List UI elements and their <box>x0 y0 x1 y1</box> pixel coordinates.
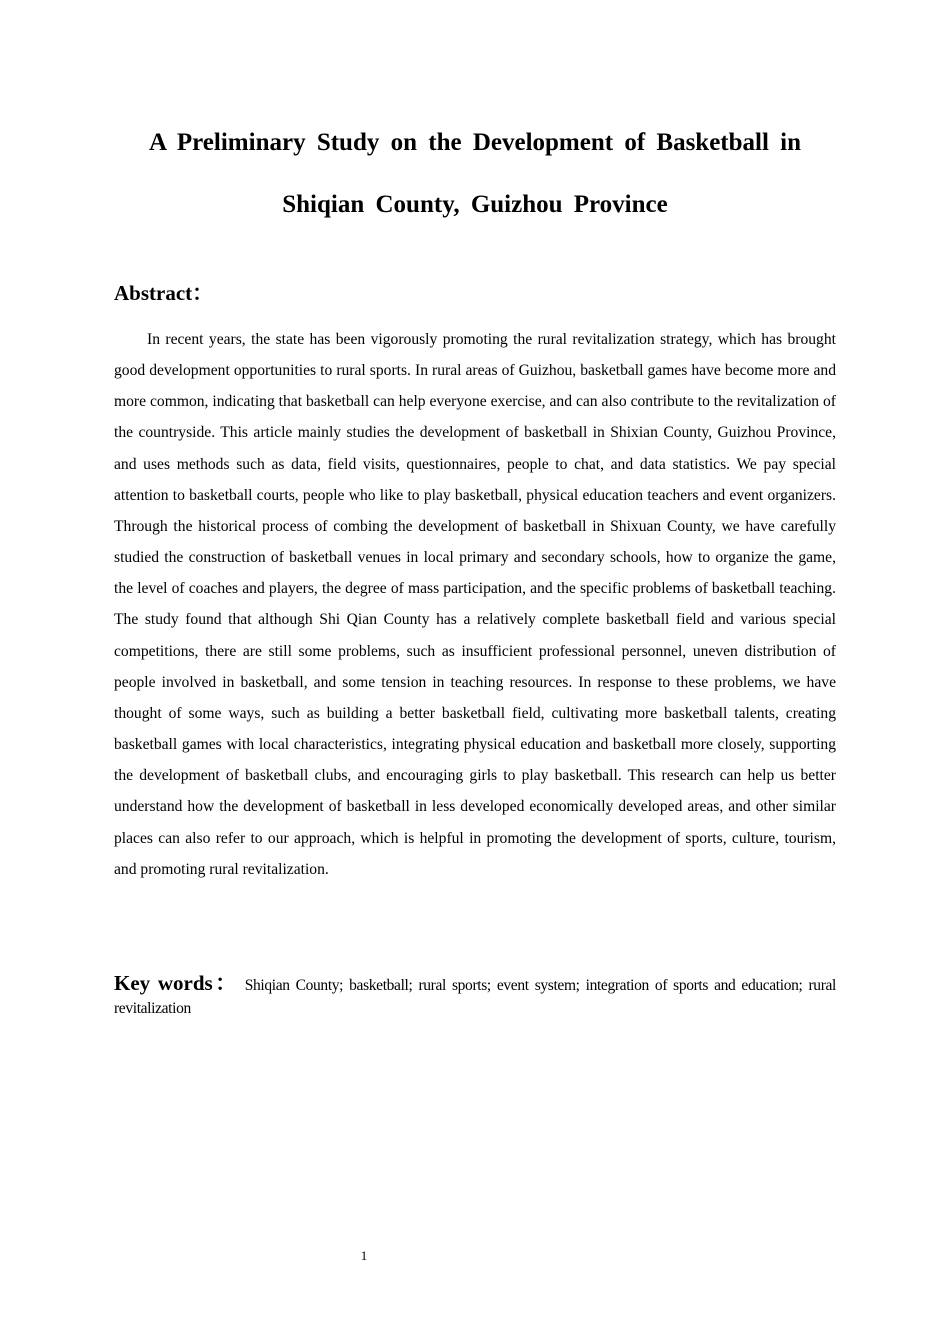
paper-title-line-2: Shiqian County, Guizhou Province <box>282 191 668 218</box>
page-number: 1 <box>360 1248 368 1263</box>
abstract-heading: Abstract： <box>114 281 214 305</box>
keywords-label: Key words： <box>114 971 239 995</box>
paper-title-line-1: A Preliminary Study on the Development of Basketball in <box>148 129 802 156</box>
keywords-section <box>114 972 836 1020</box>
keywords-text: Shiqian County; basketball; rural sports; event system; integration of sports and education; rural revitalization <box>114 977 836 1017</box>
paper-title <box>114 112 836 236</box>
abstract-body: In recent years, the state has been vigorously promoting the rural revitalization strategy, which has brought good development opportunities to rural sports. In rural areas of Guizhou, basketball games have become more and more common, indicating that basketball can help everyone exercise, and can also contribute to the revitalization of the countryside. This article mainly studies the development of basketball in Shixian County, Guizhou Province, and uses methods such as data, field visits, questionnaires, people to chat, and data statistics. We pay special attention to basketball courts, people who like to play basketball, physical education teachers and event organizers. Through the historical process of combing the development of basketball in Shixuan County, we have carefully studied the construction of basketball venues in local primary and secondary schools, how to organize the game, the level of coaches and players, the degree of mass participation, and the specific problems of basketball teaching. The study found that although Shi Qian County has a relatively complete basketball field and various special competitions, there are still some problems, such as insufficient professional personnel, uneven distribution of people involved in basketball, and some tension in teaching resources. In response to these problems, we have thought of some ways, such as building a better basketball field, cultivating more basketball talents, creating basketball games with local characteristics, integrating physical education and basketball more closely, supporting the development of basketball clubs, and encouraging girls to play basketball. This research can help us better understand how the development of basketball in less developed economically developed areas, and other similar places can also refer to our approach, which is helpful in promoting the development of sports, culture, tourism, and promoting rural revitalization. <box>114 331 836 878</box>
